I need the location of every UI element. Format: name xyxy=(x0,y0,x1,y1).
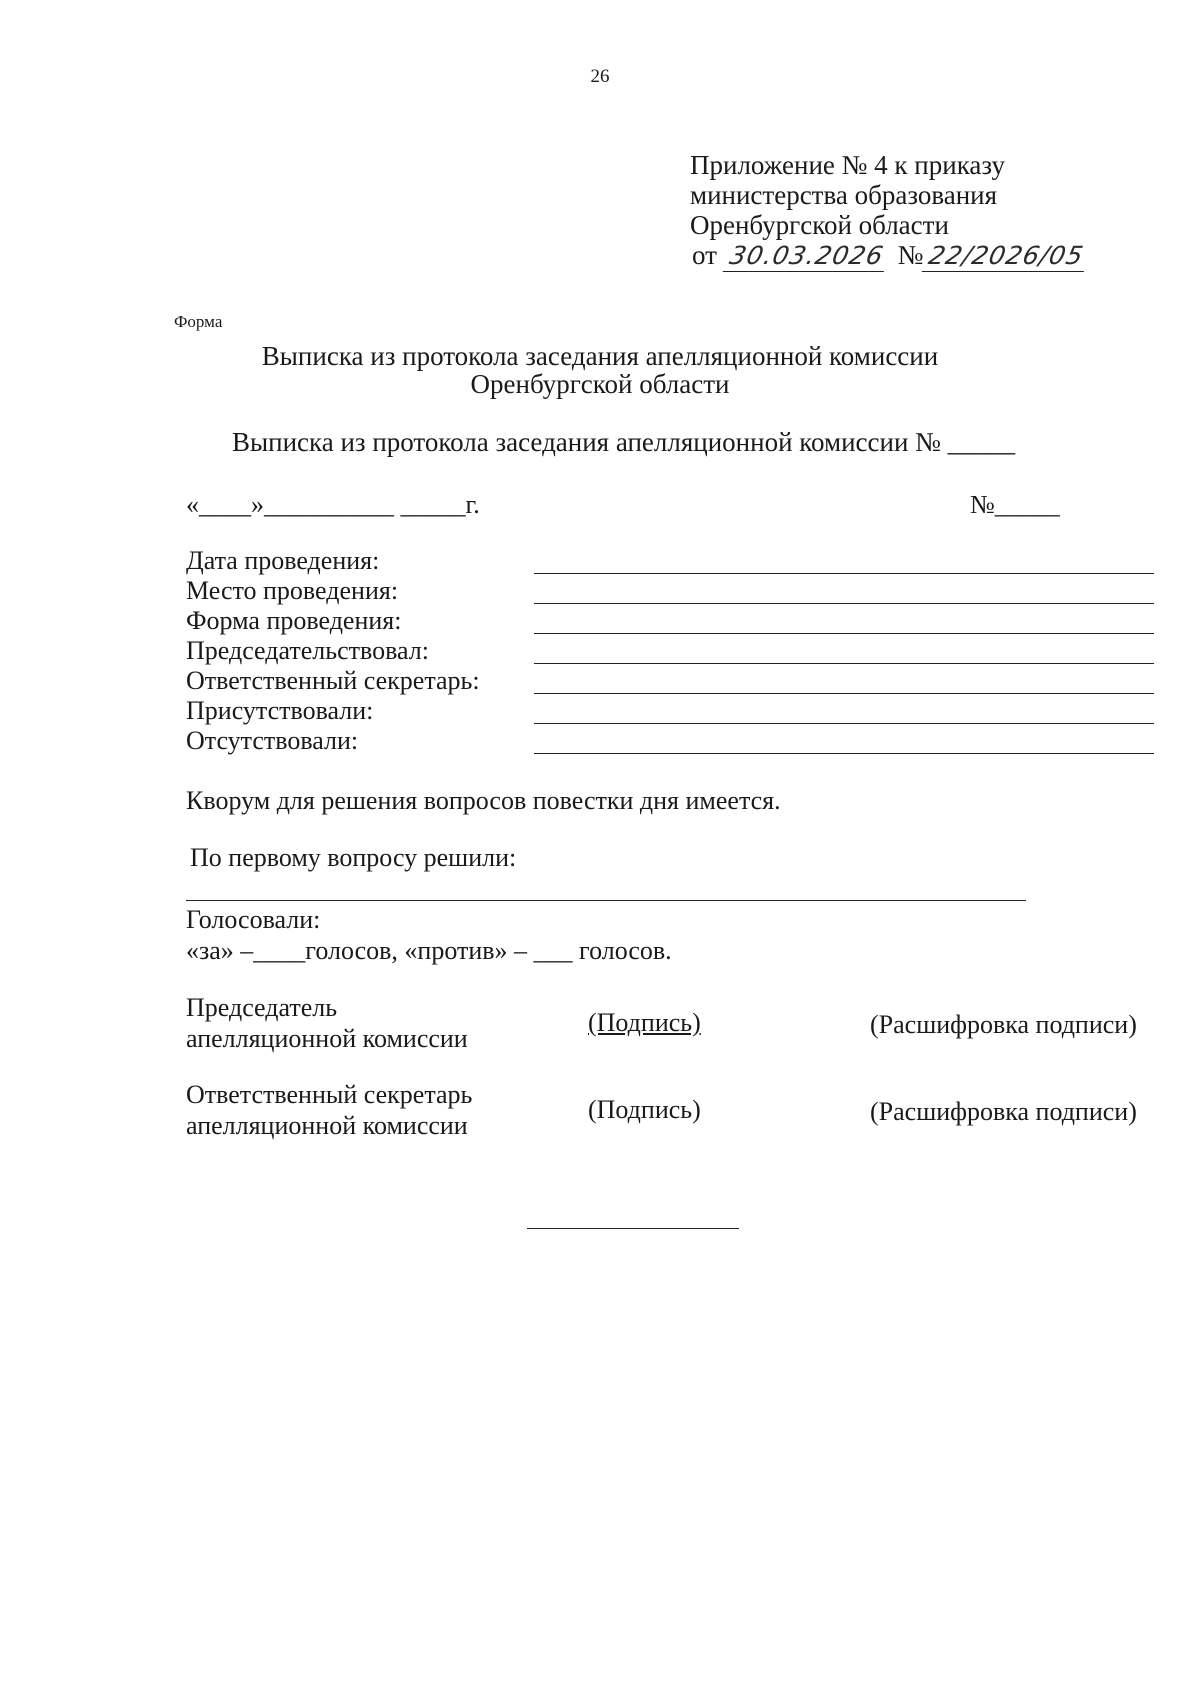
secretary-role xyxy=(186,1079,472,1141)
field-label-secretary: Ответственный секретарь: xyxy=(186,666,480,695)
field-line-chair xyxy=(534,663,1154,664)
field-label-chair: Председательствовал: xyxy=(186,636,429,665)
quorum-text: Кворум для решения вопросов повестки дня имеется. xyxy=(186,786,781,815)
field-label-format: Форма проведения: xyxy=(186,606,402,635)
field-line-absent xyxy=(534,753,1154,754)
field-label-absent: Отсутствовали: xyxy=(186,726,359,755)
date-placeholder: «____»__________ _____г. xyxy=(186,490,480,519)
appendix-from-prefix: от xyxy=(692,240,717,270)
appendix-line-2: министерства образования xyxy=(690,180,998,210)
chair-signature-decoding: (Расшифровка подписи) xyxy=(870,1010,1137,1039)
document-title-line-1: Выписка из протокола заседания апелляционной комиссии xyxy=(261,341,939,371)
appendix-line-3: Оренбургской области xyxy=(690,210,949,240)
field-line-format xyxy=(534,633,1154,634)
appendix-block xyxy=(690,150,1087,272)
field-label-place: Место проведения: xyxy=(186,576,399,605)
first-question-text: По первому вопросу решили: xyxy=(190,843,517,872)
closing-divider xyxy=(527,1228,739,1229)
appendix-line-1: Приложение № 4 к приказу xyxy=(690,150,1005,180)
field-label-present: Присутствовали: xyxy=(186,696,374,725)
number-placeholder: №_____ xyxy=(970,490,1060,519)
secretary-signature-decoding: (Расшифровка подписи) xyxy=(870,1097,1137,1126)
document-title-line-2: Оренбургской области xyxy=(470,369,730,399)
field-label-date: Дата проведения: xyxy=(186,546,380,575)
voted-label: Голосовали: xyxy=(186,905,321,934)
appendix-date-number-line xyxy=(692,240,1087,272)
chair-role-line-2: апелляционной комиссии xyxy=(186,1024,468,1053)
page-number: 26 xyxy=(590,66,610,87)
decision-line xyxy=(186,900,1026,901)
secretary-role-line-1: Ответственный секретарь xyxy=(186,1080,473,1109)
handwritten-date: 30.03.2026 xyxy=(722,241,890,272)
chair-role xyxy=(186,992,468,1054)
handwritten-number: 22/2026/05 xyxy=(922,241,1091,272)
secretary-role-line-2: апелляционной комиссии xyxy=(186,1111,468,1140)
field-line-present xyxy=(534,723,1154,724)
form-label: Форма xyxy=(174,312,223,331)
chair-signature-placeholder: (Подпись) xyxy=(588,1008,701,1037)
field-line-date xyxy=(534,573,1154,574)
field-line-secretary xyxy=(534,693,1154,694)
field-line-place xyxy=(534,603,1154,604)
appendix-number-prefix: № xyxy=(897,240,924,270)
secretary-signature-placeholder: (Подпись) xyxy=(588,1095,701,1124)
chair-role-line-1: Председатель xyxy=(186,993,338,1022)
votes-text: «за» –____голосов, «против» – ___ голосов. xyxy=(186,936,672,965)
extract-heading: Выписка из протокола заседания апелляционной комиссии № _____ xyxy=(232,427,1016,457)
